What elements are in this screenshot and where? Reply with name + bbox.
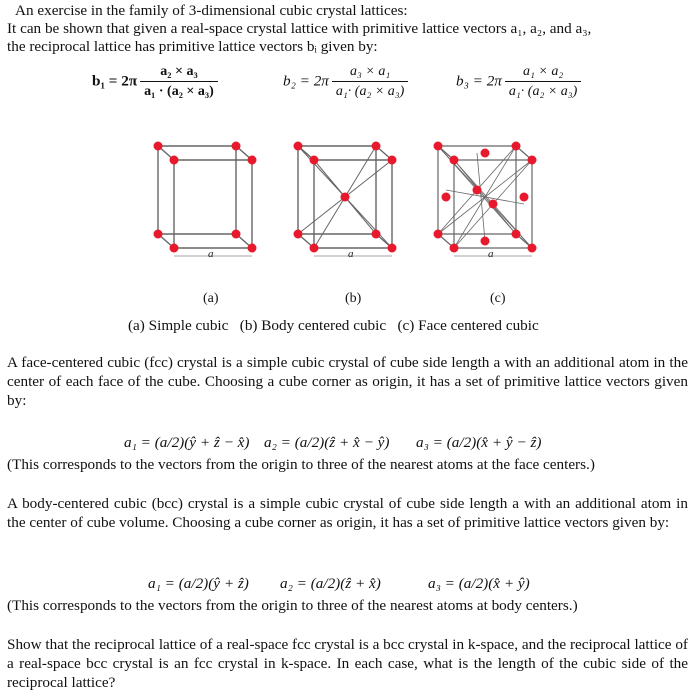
bcc-note: (This corresponds to the vectors from the origin to three of the nearest atoms at body centers.) (7, 597, 578, 614)
formula-b3-lhs: b₃ = 2π (456, 72, 502, 90)
fcc-paragraph: A face-centered cubic (fcc) crystal is a simple cubic crystal of cube side length a with an additional atom in the center of each face of the cube. Choosing a cube corner as origin, it has a set of primitive lattice vectors given by: (7, 354, 688, 409)
fcc-vector-a1: a₁ = (a/2)(ŷ + ẑ − x̂) (124, 434, 250, 451)
figure-label-b: (b) (345, 291, 362, 306)
fcc-vector-a2: a₂ = (a/2)(ẑ + x̂ − ŷ) (264, 434, 390, 451)
figure-caption: (a) Simple cubic (b) Body centered cubic (c) Face centered cubic (128, 317, 539, 334)
formula-b3-denominator: a₁· (a₂ × a₃) (508, 84, 578, 99)
axis-label-a-2: a (348, 248, 354, 260)
formula-b2-denominator: a₁· (a₂ × a₃) (335, 84, 405, 99)
bcc-vector-a2: a₂ = (a/2)(ẑ + x̂) (280, 575, 381, 592)
formula-b2 (283, 64, 408, 100)
formula-b1 (92, 64, 218, 100)
intro-line-1: An exercise in the family of 3-dimensional cubic crystal lattices: (15, 2, 408, 19)
fcc-vector-a3: a₃ = (a/2)(x̂ + ŷ − ẑ) (416, 434, 542, 451)
question-paragraph: Show that the reciprocal lattice of a real-space fcc crystal is a bcc crystal in k-space, and the reciprocal lattice of a real-space bcc crystal is an fcc crystal in k-space. In each case, what is the length of the cubic side of the reciprocal lattice? (7, 636, 688, 691)
simple-cubic-atoms (154, 142, 257, 253)
bcc-vector-a1: a₁ = (a/2)(ŷ + ẑ) (148, 575, 249, 592)
formula-b1-lhs: b₁ = 2π (92, 72, 138, 90)
formula-b1-denominator: a₁ · (a₂ × a₃) (144, 84, 214, 99)
figure-label-a: (a) (203, 291, 219, 306)
bcc-paragraph: A body-centered cubic (bcc) crystal is a simple cubic crystal of cube side length a with an additional atom in the center of cube volume. Choosing a cube corner as origin, it has a set of primitive lattice vectors given by: (7, 495, 688, 531)
formula-b2-numerator: a₃ × a₁ (332, 64, 408, 82)
fcc-note: (This corresponds to the vectors from the origin to three of the nearest atoms at the face centers.) (7, 456, 595, 473)
formula-b3-numerator: a₁ × a₂ (505, 64, 581, 82)
axis-label-a-1: a (208, 248, 214, 260)
formula-b2-lhs: b₂ = 2π (283, 72, 329, 90)
formula-b3 (456, 64, 581, 100)
formula-b1-numerator: a₂ × a₃ (140, 64, 218, 82)
bcc-vector-a3: a₃ = (a/2)(x̂ + ŷ) (428, 575, 530, 592)
intro-line-3: the reciprocal lattice has primitive lattice vectors bᵢ given by: (7, 38, 378, 55)
intro-line-2: It can be shown that given a real-space crystal lattice with primitive lattice vectors a₁, a₂, and a₃, (7, 20, 592, 37)
figure-label-c: (c) (490, 291, 506, 306)
axis-label-a-3: a (488, 248, 494, 260)
